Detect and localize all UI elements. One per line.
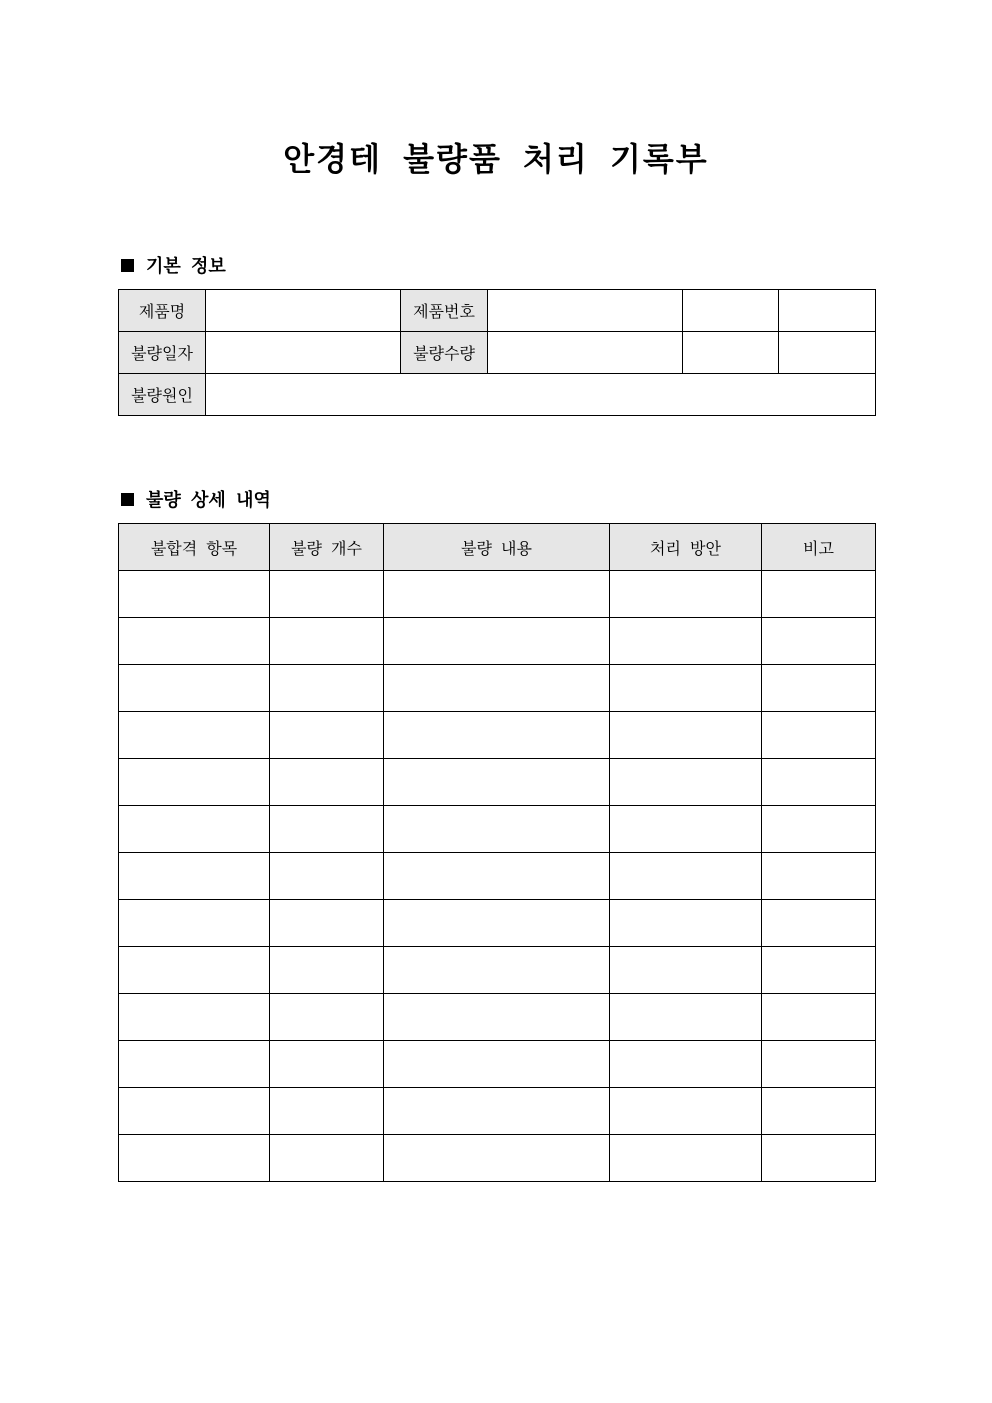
cell-failed-item[interactable] xyxy=(119,900,270,947)
cell-failed-item[interactable] xyxy=(119,947,270,994)
table-row xyxy=(119,1088,876,1135)
basic-info-heading xyxy=(118,252,226,278)
cell-handling-plan[interactable] xyxy=(610,1088,762,1135)
defect-details-heading xyxy=(118,486,271,512)
cell-remarks[interactable] xyxy=(762,712,876,759)
document-title: 안경테 불량품 처리 기록부 xyxy=(283,140,709,178)
cell-defect-count[interactable] xyxy=(270,994,384,1041)
product-name-field[interactable] xyxy=(206,290,401,332)
table-header-row xyxy=(119,524,876,571)
basic-info-row xyxy=(119,374,876,416)
cell-handling-plan[interactable] xyxy=(610,947,762,994)
cell-remarks[interactable] xyxy=(762,853,876,900)
table-row xyxy=(119,1135,876,1182)
cell-defect-count[interactable] xyxy=(270,712,384,759)
cell-remarks[interactable] xyxy=(762,994,876,1041)
cell-remarks[interactable] xyxy=(762,900,876,947)
column-header-defect-content: 불량 내용 xyxy=(384,524,610,571)
cell-remarks[interactable] xyxy=(762,618,876,665)
cell-defect-content[interactable] xyxy=(384,1088,610,1135)
cell-handling-plan[interactable] xyxy=(610,994,762,1041)
cell-defect-count[interactable] xyxy=(270,618,384,665)
cell-remarks[interactable] xyxy=(762,806,876,853)
defect-details-heading-text: 불량 상세 내역 xyxy=(146,490,271,511)
defect-quantity-label: 불량수량 xyxy=(401,332,488,374)
cell-failed-item[interactable] xyxy=(119,571,270,618)
cell-defect-count[interactable] xyxy=(270,1135,384,1182)
defect-quantity-field[interactable] xyxy=(488,332,683,374)
cell-defect-count[interactable] xyxy=(270,900,384,947)
table-row xyxy=(119,1041,876,1088)
column-header-failed-item: 불합격 항목 xyxy=(119,524,270,571)
table-row xyxy=(119,806,876,853)
cell-handling-plan[interactable] xyxy=(610,665,762,712)
defect-cause-field[interactable] xyxy=(206,374,876,416)
blank-cell[interactable] xyxy=(683,332,779,374)
cell-failed-item[interactable] xyxy=(119,806,270,853)
column-header-remarks: 비고 xyxy=(762,524,876,571)
cell-handling-plan[interactable] xyxy=(610,900,762,947)
column-header-handling-plan: 처리 방안 xyxy=(610,524,762,571)
cell-defect-count[interactable] xyxy=(270,1088,384,1135)
table-row xyxy=(119,853,876,900)
cell-handling-plan[interactable] xyxy=(610,853,762,900)
cell-handling-plan[interactable] xyxy=(610,571,762,618)
product-number-field[interactable] xyxy=(488,290,683,332)
cell-failed-item[interactable] xyxy=(119,1088,270,1135)
cell-remarks[interactable] xyxy=(762,571,876,618)
cell-defect-count[interactable] xyxy=(270,806,384,853)
cell-failed-item[interactable] xyxy=(119,1041,270,1088)
defect-date-label: 불량일자 xyxy=(119,332,206,374)
blank-cell[interactable] xyxy=(683,290,779,332)
cell-failed-item[interactable] xyxy=(119,994,270,1041)
defect-details-body xyxy=(119,571,876,1182)
black-square-icon xyxy=(121,493,134,506)
cell-defect-count[interactable] xyxy=(270,665,384,712)
defect-cause-label: 불량원인 xyxy=(119,374,206,416)
cell-defect-content[interactable] xyxy=(384,712,610,759)
cell-defect-content[interactable] xyxy=(384,900,610,947)
cell-defect-content[interactable] xyxy=(384,759,610,806)
cell-defect-count[interactable] xyxy=(270,759,384,806)
cell-remarks[interactable] xyxy=(762,1135,876,1182)
product-name-label: 제품명 xyxy=(119,290,206,332)
cell-handling-plan[interactable] xyxy=(610,1135,762,1182)
basic-info-row xyxy=(119,332,876,374)
basic-info-heading-text: 기본 정보 xyxy=(146,256,226,277)
table-row xyxy=(119,571,876,618)
table-row xyxy=(119,618,876,665)
cell-failed-item[interactable] xyxy=(119,665,270,712)
cell-failed-item[interactable] xyxy=(119,712,270,759)
cell-remarks[interactable] xyxy=(762,947,876,994)
table-row xyxy=(119,712,876,759)
cell-defect-content[interactable] xyxy=(384,994,610,1041)
cell-failed-item[interactable] xyxy=(119,1135,270,1182)
cell-handling-plan[interactable] xyxy=(610,806,762,853)
cell-failed-item[interactable] xyxy=(119,853,270,900)
cell-remarks[interactable] xyxy=(762,759,876,806)
table-row xyxy=(119,665,876,712)
table-row xyxy=(119,947,876,994)
defect-details-table xyxy=(118,523,876,1182)
cell-defect-content[interactable] xyxy=(384,1135,610,1182)
table-row xyxy=(119,994,876,1041)
cell-defect-content[interactable] xyxy=(384,571,610,618)
cell-defect-count[interactable] xyxy=(270,1041,384,1088)
cell-failed-item[interactable] xyxy=(119,618,270,665)
blank-cell[interactable] xyxy=(779,332,876,374)
product-number-label: 제품번호 xyxy=(401,290,488,332)
defect-date-field[interactable] xyxy=(206,332,401,374)
cell-failed-item[interactable] xyxy=(119,759,270,806)
cell-defect-content[interactable] xyxy=(384,947,610,994)
blank-cell[interactable] xyxy=(779,290,876,332)
black-square-icon xyxy=(121,259,134,272)
table-row xyxy=(119,759,876,806)
cell-remarks[interactable] xyxy=(762,665,876,712)
cell-defect-count[interactable] xyxy=(270,853,384,900)
cell-defect-content[interactable] xyxy=(384,618,610,665)
cell-remarks[interactable] xyxy=(762,1088,876,1135)
cell-defect-content[interactable] xyxy=(384,806,610,853)
cell-handling-plan[interactable] xyxy=(610,1041,762,1088)
basic-info-table xyxy=(118,289,876,416)
cell-defect-count[interactable] xyxy=(270,947,384,994)
cell-defect-content[interactable] xyxy=(384,1041,610,1088)
cell-handling-plan[interactable] xyxy=(610,618,762,665)
cell-remarks[interactable] xyxy=(762,1041,876,1088)
cell-defect-content[interactable] xyxy=(384,853,610,900)
cell-defect-count[interactable] xyxy=(270,571,384,618)
cell-handling-plan[interactable] xyxy=(610,712,762,759)
cell-defect-content[interactable] xyxy=(384,665,610,712)
cell-handling-plan[interactable] xyxy=(610,759,762,806)
column-header-defect-count: 불량 개수 xyxy=(270,524,384,571)
basic-info-row xyxy=(119,290,876,332)
table-row xyxy=(119,900,876,947)
